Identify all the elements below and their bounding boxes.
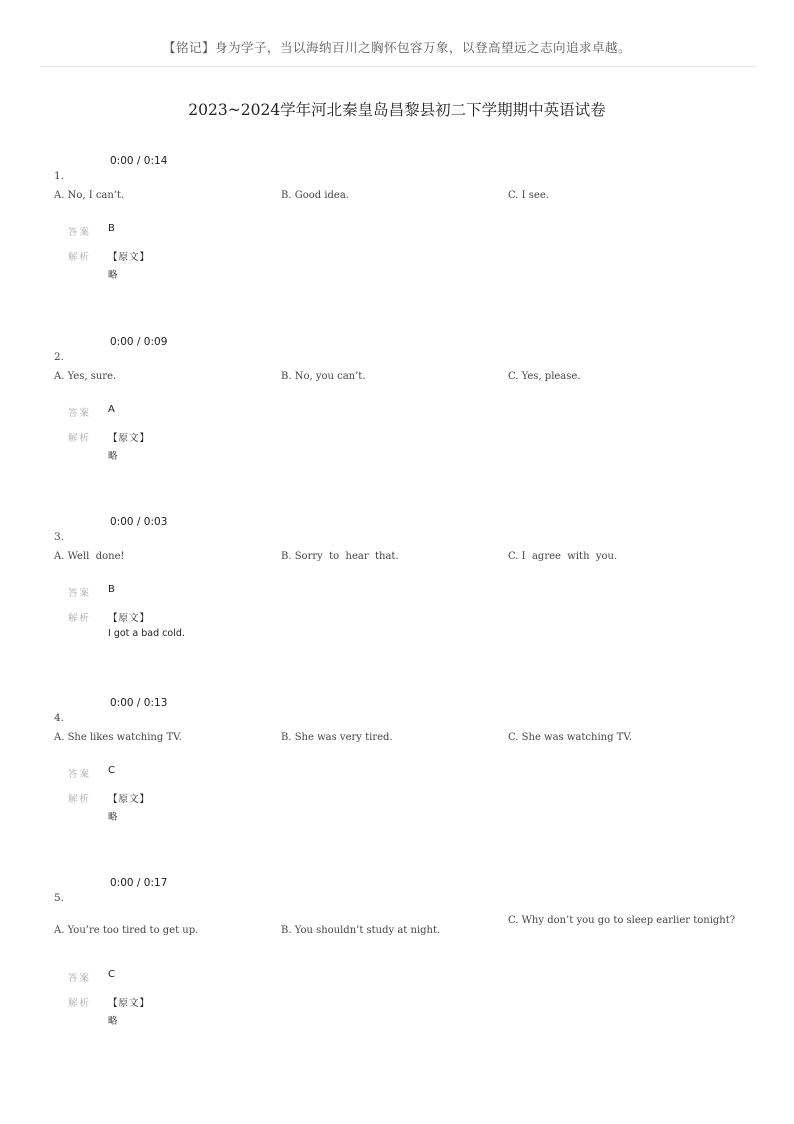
question-5 [0, 877, 794, 1047]
option-c: C. She was watching TV. [508, 732, 632, 743]
question-number: 1. [54, 170, 65, 182]
audio-player-time[interactable]: 0:00 / 0:09 [110, 336, 168, 348]
option-b: B. She was very tired. [281, 732, 393, 743]
option-a: A. Yes, sure. [54, 371, 117, 382]
question-number: 5. [54, 892, 65, 904]
question-4 [0, 697, 794, 867]
answer-label: 答案 [68, 588, 92, 599]
audio-player-time[interactable]: 0:00 / 0:17 [110, 877, 168, 889]
answer-label: 答案 [68, 973, 92, 984]
original-text-label: 【原文】 [108, 433, 151, 444]
option-a: A. You’re too tired to get up. [54, 925, 199, 936]
answer-value: A [108, 404, 115, 415]
question-number: 3. [54, 531, 65, 543]
analysis-label: 解析 [68, 794, 92, 805]
option-a: A. She likes watching TV. [54, 732, 182, 743]
answer-label: 答案 [68, 227, 92, 238]
analysis-label: 解析 [68, 252, 92, 263]
option-c: C. Why don’t you go to sleep earlier tonight? [508, 915, 736, 926]
option-b: B. Sorry to hear that. [281, 551, 399, 562]
original-text-label: 【原文】 [108, 998, 151, 1009]
question-number: 4. [54, 712, 65, 724]
analysis-label: 解析 [68, 998, 92, 1009]
original-text-label: 【原文】 [108, 794, 151, 805]
transcript-text: 略 [108, 812, 118, 823]
original-text-label: 【原文】 [108, 252, 151, 263]
transcript-text: 略 [108, 270, 118, 281]
option-b: B. You shouldn’t study at night. [281, 925, 441, 936]
question-1 [0, 155, 794, 325]
original-text-label: 【原文】 [108, 613, 151, 624]
audio-player-time[interactable]: 0:00 / 0:13 [110, 697, 168, 709]
answer-value: C [108, 969, 115, 980]
header-divider [40, 66, 756, 67]
question-2 [0, 336, 794, 506]
option-b: B. No, you can’t. [281, 371, 366, 382]
audio-player-time[interactable]: 0:00 / 0:03 [110, 516, 168, 528]
motto-text: 【铭记】身为学子，当以海纳百川之胸怀包容万象，以登高望远之志向追求卓越。 [162, 40, 631, 55]
question-3 [0, 516, 794, 686]
option-a: A. No, I can’t. [54, 190, 125, 201]
transcript-text: 略 [108, 451, 118, 462]
audio-player-time[interactable]: 0:00 / 0:14 [110, 155, 168, 167]
question-number: 2. [54, 351, 65, 363]
option-b: B. Good idea. [281, 190, 349, 201]
option-c: C. I see. [508, 190, 549, 201]
analysis-label: 解析 [68, 433, 92, 444]
answer-label: 答案 [68, 408, 92, 419]
transcript-text: 略 [108, 1016, 118, 1027]
answer-value: B [108, 223, 115, 234]
answer-label: 答案 [68, 769, 92, 780]
option-c: C. I agree with you. [508, 551, 618, 562]
option-a: A. Well done! [54, 551, 125, 562]
page-title: 2023~2024学年河北秦皇岛昌黎县初二下学期期中英语试卷 [188, 101, 606, 119]
analysis-label: 解析 [68, 613, 92, 624]
transcript-text: I got a bad cold. [108, 628, 185, 639]
option-c: C. Yes, please. [508, 371, 581, 382]
answer-value: B [108, 584, 115, 595]
answer-value: C [108, 765, 115, 776]
